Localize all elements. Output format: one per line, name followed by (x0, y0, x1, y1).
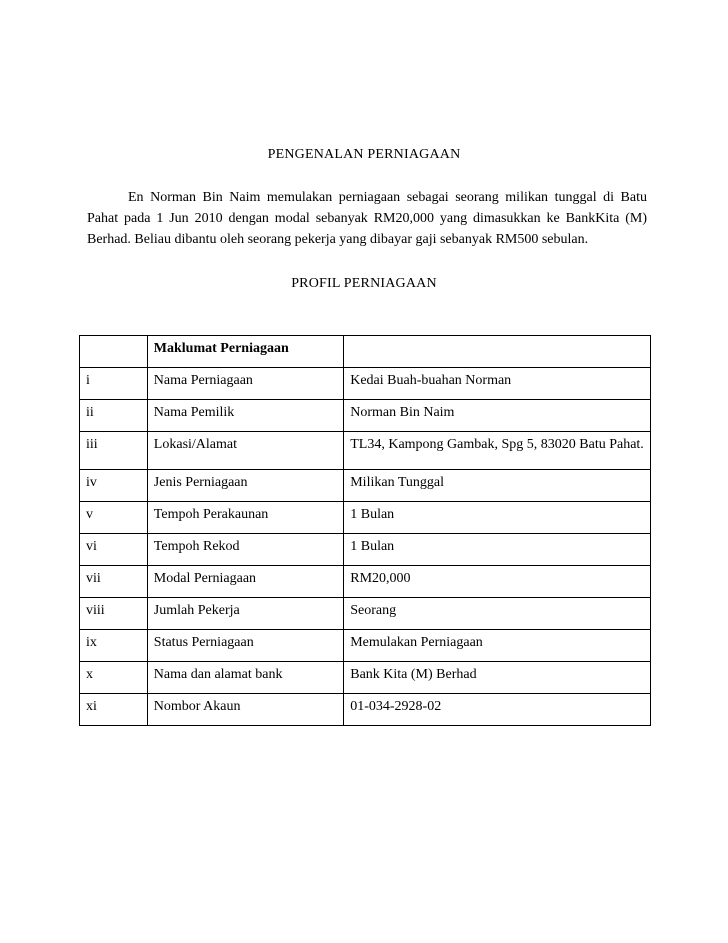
row-value: 1 Bulan (344, 534, 651, 566)
table-row (80, 400, 651, 432)
row-item: Modal Perniagaan (147, 566, 343, 598)
row-value: Milikan Tunggal (344, 470, 651, 502)
row-item: Lokasi/Alamat (147, 432, 343, 470)
row-number: vi (80, 534, 148, 566)
row-number: ii (80, 400, 148, 432)
row-item: Status Perniagaan (147, 630, 343, 662)
introduction-heading: PENGENALAN PERNIAGAAN (267, 147, 461, 162)
row-value: 01-034-2928-02 (344, 694, 651, 726)
row-value: 1 Bulan (344, 502, 651, 534)
table-row (80, 566, 651, 598)
row-number: vii (80, 566, 148, 598)
row-number: i (80, 368, 148, 400)
row-item: Nama dan alamat bank (147, 662, 343, 694)
table-header-row (80, 336, 651, 368)
row-value: Kedai Buah-buahan Norman (344, 368, 651, 400)
table-row (80, 368, 651, 400)
row-number: iii (80, 432, 148, 470)
row-number: iv (80, 470, 148, 502)
table-row (80, 470, 651, 502)
row-item: Nombor Akaun (147, 694, 343, 726)
row-item: Nama Perniagaan (147, 368, 343, 400)
table-row (80, 598, 651, 630)
row-number: x (80, 662, 148, 694)
row-item: Nama Pemilik (147, 400, 343, 432)
header-number-cell (80, 336, 148, 368)
row-number: xi (80, 694, 148, 726)
row-value: Norman Bin Naim (344, 400, 651, 432)
row-value: RM20,000 (344, 566, 651, 598)
introduction-paragraph: En Norman Bin Naim memulakan perniagaan sebagai seorang milikan tunggal di Batu Pahat pada 1 Jun 2010 dengan modal sebanyak RM20,000 yang dimasukkan ke BankKita (M) Berhad. Beliau dibantu oleh seorang pekerja yang dibayar gaji sebanyak RM500 sebulan. (87, 190, 647, 247)
row-value: Seorang (344, 598, 651, 630)
table-row (80, 534, 651, 566)
row-item: Tempoh Rekod (147, 534, 343, 566)
row-number: viii (80, 598, 148, 630)
row-number: ix (80, 630, 148, 662)
row-value: TL34, Kampong Gambak, Spg 5, 83020 Batu Pahat. (344, 432, 651, 470)
table-row (80, 662, 651, 694)
row-item: Jumlah Pekerja (147, 598, 343, 630)
row-number: v (80, 502, 148, 534)
business-profile-table (79, 335, 651, 726)
row-item: Tempoh Perakaunan (147, 502, 343, 534)
table-row (80, 630, 651, 662)
header-item-cell: Maklumat Perniagaan (147, 336, 343, 368)
table-row (80, 432, 651, 470)
profile-heading: PROFIL PERNIAGAAN (291, 276, 437, 291)
row-value: Memulakan Perniagaan (344, 630, 651, 662)
table-row (80, 502, 651, 534)
table-row (80, 694, 651, 726)
row-item: Jenis Perniagaan (147, 470, 343, 502)
row-value: Bank Kita (M) Berhad (344, 662, 651, 694)
header-value-cell (344, 336, 651, 368)
